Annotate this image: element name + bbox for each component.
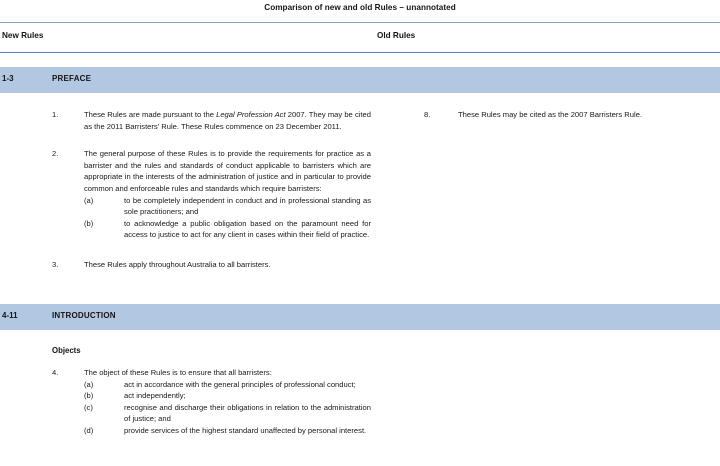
sub-item-label: (d) [84, 425, 94, 435]
sub-item-label: (c) [84, 402, 93, 412]
item-text-italic-act-name: Legal Profession Act [216, 110, 286, 119]
sub-item-text: act in accordance with the general principles of professional conduct; [124, 379, 356, 389]
item-number: 8. [424, 110, 431, 119]
sub-list [84, 379, 371, 437]
spacer-after-preface-band [0, 93, 720, 109]
section-band-preface [0, 67, 720, 93]
section-band-introduction [0, 304, 720, 330]
list-item [0, 109, 372, 132]
sub-list-item [84, 390, 371, 402]
introduction-new-rules-column [0, 346, 372, 445]
section-body-introduction [0, 346, 720, 466]
preface-old-rules-column [372, 109, 720, 129]
sub-list-item [84, 218, 371, 241]
list-item [0, 259, 372, 271]
column-header-old-rules: Old Rules [377, 31, 416, 40]
section-title: PREFACE [52, 74, 92, 83]
column-header-new-rules: New Rules [2, 31, 44, 40]
sub-item-label: (b) [84, 218, 94, 228]
item-text: These Rules may be cited as the 2007 Barristers Rule. [458, 110, 643, 119]
sub-list-item [84, 195, 371, 218]
spacer [0, 249, 372, 259]
section-number: 1-3 [2, 74, 14, 83]
sub-item-label: (a) [84, 195, 94, 205]
item-number: 1. [52, 110, 59, 119]
spacer [0, 355, 372, 367]
sub-list-item [84, 402, 371, 425]
sub-item-text: act independently; [124, 391, 186, 401]
sub-heading-objects: Objects [52, 346, 81, 355]
section-body-preface [0, 109, 720, 304]
item-text: The general purpose of these Rules is to provide the requirements for practice as a barrister and the rules and standards of conduct applicable to barristers which are appropriate in the interests of the administration of justice and in particular to provide common and enforceable rules and standards which require barristers: [84, 149, 371, 193]
sub-list-item [84, 379, 371, 391]
list-item [0, 148, 372, 241]
item-number: 4. [52, 368, 59, 377]
list-item [372, 109, 720, 121]
item-text: The object of these Rules is to ensure that all barristers: [84, 368, 272, 377]
section-title: INTRODUCTION [52, 311, 116, 320]
sub-list [84, 195, 371, 241]
sub-item-text: to be completely independent in conduct and in professional standing as sole practitioners; and [124, 195, 371, 217]
spacer [0, 140, 372, 148]
item-number: 2. [52, 149, 59, 159]
column-header-row [0, 23, 720, 52]
item-text: These Rules apply throughout Australia to all barristers. [84, 259, 271, 269]
sub-item-label: (b) [84, 391, 94, 401]
item-number: 3. [52, 259, 59, 269]
preface-new-rules-column [0, 109, 372, 279]
sub-item-label: (a) [84, 379, 94, 389]
item-text-after-italic: 2007. They may be cited as the 2011 Barristers' Rule. These Rules commence on 23 December 2011. [84, 110, 371, 131]
sub-item-text: to acknowledge a public obligation based on the paramount need for access to justice to act for any client in cases within their field of practice. [124, 218, 371, 240]
section-number: 4-11 [2, 311, 18, 320]
sub-item-text: provide services of the highest standard unaffected by personal interest. [124, 425, 367, 435]
sub-item-text: recognise and discharge their obligations in relation to the administration of justice; and [124, 402, 371, 424]
page-title: Comparison of new and old Rules – unannotated [264, 3, 456, 12]
item-text-before-italic: These Rules are made pursuant to the [84, 110, 217, 119]
spacer-before-preface [0, 53, 720, 67]
spacer-after-introduction-band [0, 330, 720, 346]
sub-list-item [84, 425, 371, 437]
list-item [0, 367, 372, 437]
item-text [84, 109, 371, 132]
